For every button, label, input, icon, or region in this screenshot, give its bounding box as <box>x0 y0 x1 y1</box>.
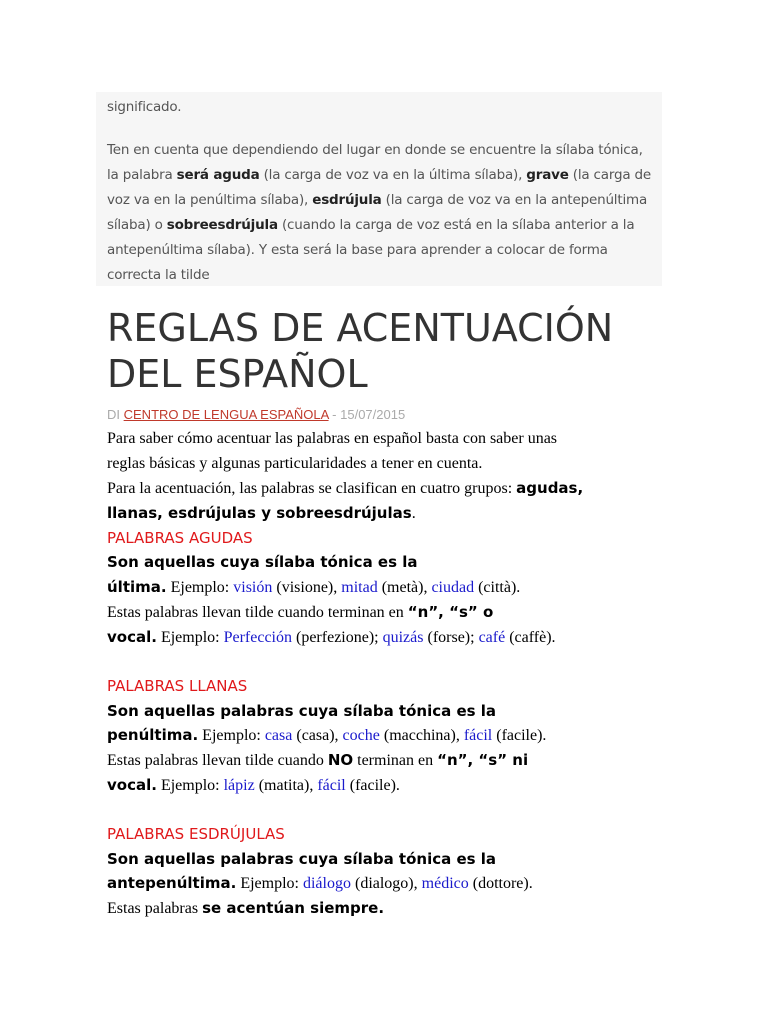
body-line <box>107 550 687 575</box>
body-text: (perfezione); <box>292 628 383 646</box>
emphasis-text: vocal. <box>107 775 157 794</box>
emphasis-text: agudas, <box>516 479 584 498</box>
emphasis-text: “n”, “s” ni <box>437 750 529 769</box>
body-text: (facile). <box>345 776 400 794</box>
intro-text: correcta la tilde <box>107 267 210 283</box>
body-text: Estas palabras <box>107 900 203 918</box>
body-text: reglas básicas y algunas particularidades a tener en cuenta. <box>107 454 483 472</box>
body-line <box>107 575 687 600</box>
emphasis-text: Son aquellas palabras cuya sílaba tónica es la <box>107 701 497 720</box>
body-line <box>107 871 687 896</box>
article-title: REGLAS DE ACENTUACIÓN DEL ESPAÑOL <box>107 306 614 396</box>
intro-bold-term: esdrújula <box>312 192 382 208</box>
article-body <box>107 427 687 921</box>
body-line <box>107 847 687 872</box>
emphasis-text: Son aquellas palabras cuya sílaba tónica es la <box>107 849 497 868</box>
publish-date: 15/07/2015 <box>340 407 406 422</box>
example-word-link[interactable]: quizás <box>382 628 424 646</box>
body-text: Para la acentuación, las palabras se clasifican en cuatro grupos: <box>107 480 517 498</box>
intro-text: (la carga de voz va en la última sílaba), <box>259 167 527 183</box>
body-text: . <box>411 505 416 523</box>
emphasis-text: Son aquellas cuya sílaba tónica es la <box>107 553 418 572</box>
intro-text: (cuando la carga de voz está en la sílaba anterior a la <box>277 217 635 233</box>
example-word-link[interactable]: diálogo <box>302 875 351 893</box>
body-line <box>107 501 687 526</box>
section-heading: PALABRAS AGUDAS <box>107 528 253 547</box>
example-word-link[interactable]: café <box>478 628 506 646</box>
body-line <box>107 625 687 650</box>
author-link[interactable]: CENTRO DE LENGUA ESPAÑOLA <box>123 407 329 422</box>
body-line <box>107 723 687 748</box>
example-word-link[interactable]: fácil <box>317 776 346 794</box>
spacer <box>107 649 687 674</box>
body-text: (casa), <box>292 727 343 745</box>
intro-bold-term: será aguda <box>176 167 260 183</box>
body-text: Ejemplo: <box>198 727 265 745</box>
body-text: (macchina), <box>379 727 464 745</box>
byline <box>107 407 405 422</box>
emphasis-text: se acentúan siempre. <box>202 899 385 918</box>
body-text: (matita), <box>254 776 318 794</box>
example-word-link[interactable]: lápiz <box>223 776 255 794</box>
example-word-link[interactable]: casa <box>264 727 293 745</box>
emphasis-text: vocal. <box>107 627 157 646</box>
intro-tail-text: significado. <box>107 99 182 115</box>
body-text: terminan en <box>353 751 438 769</box>
body-text: (facile). <box>492 727 547 745</box>
body-text: (dottore). <box>468 875 533 893</box>
emphasis-text: NO <box>327 750 354 769</box>
body-text: (forse); <box>423 628 479 646</box>
example-word-link[interactable]: médico <box>421 875 469 893</box>
body-text: Ejemplo: <box>156 628 224 646</box>
body-line <box>107 452 687 477</box>
example-word-link[interactable]: fácil <box>463 727 493 745</box>
intro-text: (la carga de voz va en la antepenúltima <box>381 192 648 208</box>
intro-bold-term: sobreesdrújula <box>166 217 278 233</box>
intro-paragraph <box>107 138 659 288</box>
emphasis-text: antepenúltima. <box>107 874 237 893</box>
body-line <box>107 427 687 452</box>
body-line <box>107 476 687 501</box>
intro-text: Ten en cuenta que dependiendo del lugar en donde se encuentre la sílaba tónica, <box>107 142 643 158</box>
example-word-link[interactable]: mitad <box>341 579 378 597</box>
body-line <box>107 748 687 773</box>
spacer <box>107 797 687 822</box>
body-text: (dialogo), <box>350 875 422 893</box>
body-line <box>107 773 687 798</box>
body-text: Ejemplo: <box>156 776 224 794</box>
body-line <box>107 600 687 625</box>
intro-text: voz va en la penúltima sílaba), <box>107 192 313 208</box>
body-text: (città). <box>474 579 521 597</box>
intro-box <box>96 92 662 286</box>
intro-text: antepenúltima sílaba). Y esta será la base para aprender a colocar de forma <box>107 242 608 258</box>
body-text: Ejemplo: <box>236 875 303 893</box>
intro-text: sílaba) o <box>107 217 167 233</box>
example-word-link[interactable]: visión <box>233 579 273 597</box>
byline-sep: - <box>328 407 341 422</box>
example-word-link[interactable]: coche <box>342 727 380 745</box>
intro-text: la palabra <box>107 167 177 183</box>
section-heading: PALABRAS LLANAS <box>107 676 248 695</box>
intro-bold-term: grave <box>526 167 569 183</box>
example-word-link[interactable]: Perfección <box>223 628 292 646</box>
body-text: (visione), <box>272 579 342 597</box>
body-text: Estas palabras llevan tilde cuando terminan en <box>107 603 408 621</box>
byline-prefix: DI <box>107 407 124 422</box>
emphasis-text: llanas, esdrújulas y sobreesdrújulas <box>107 504 412 523</box>
section-heading: PALABRAS ESDRÚJULAS <box>107 825 285 843</box>
intro-text: (la carga de <box>568 167 651 183</box>
emphasis-text: “n”, “s” o <box>407 602 494 621</box>
body-text: (metà), <box>377 579 432 597</box>
emphasis-text: penúltima. <box>107 726 199 745</box>
body-text: Para saber cómo acentuar las palabras en español basta con saber unas <box>107 430 558 447</box>
body-text: (caffè). <box>505 628 556 646</box>
emphasis-text: última. <box>107 578 167 597</box>
example-word-link[interactable]: ciudad <box>431 579 475 597</box>
body-text: Estas palabras llevan tilde cuando <box>107 751 328 769</box>
body-text: Ejemplo: <box>166 579 234 597</box>
body-line <box>107 699 687 724</box>
body-line <box>107 896 687 921</box>
